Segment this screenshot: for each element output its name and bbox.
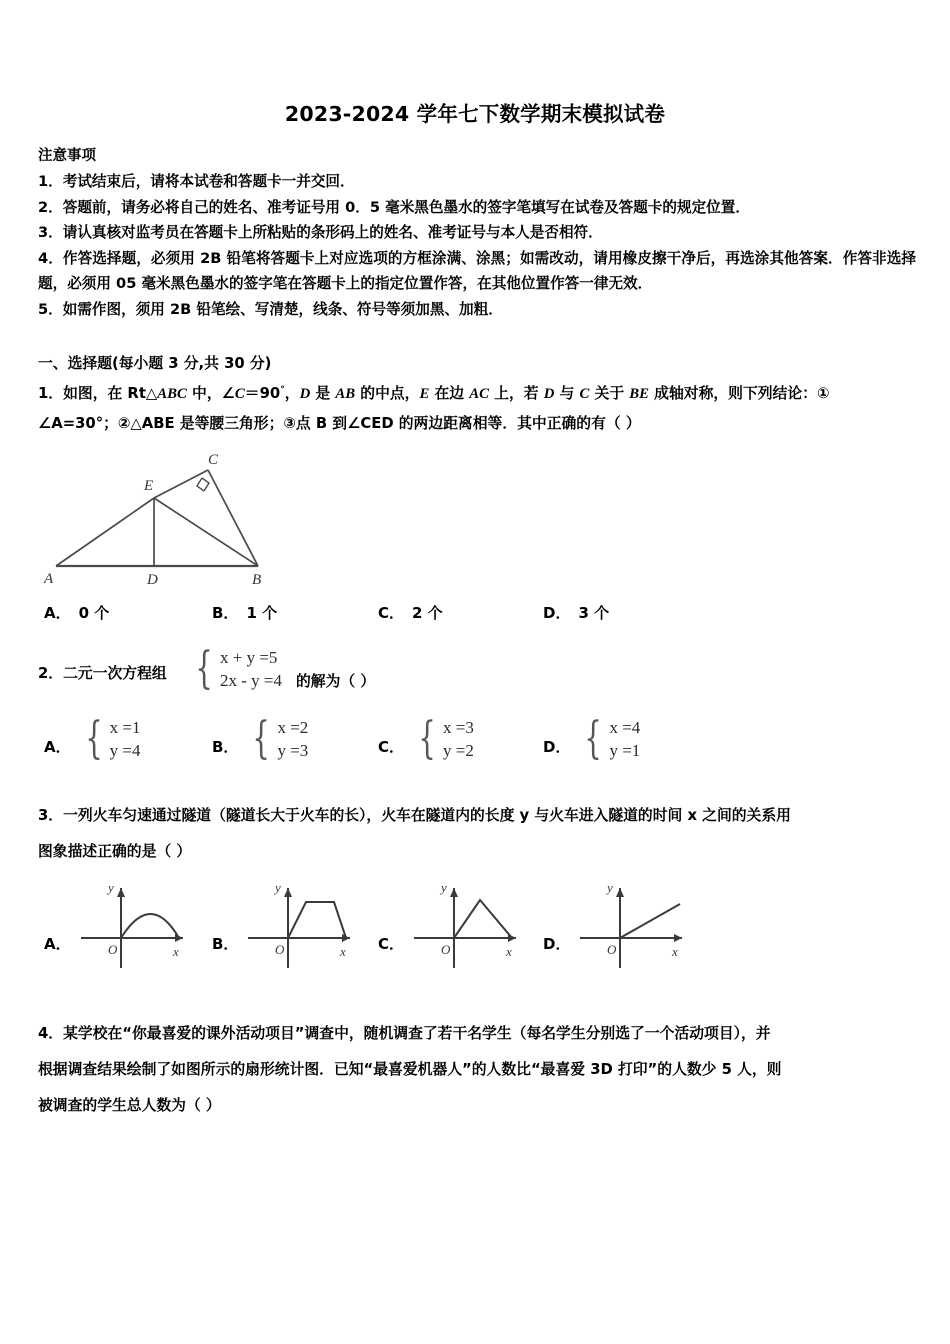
- q1-seg: 关于: [589, 384, 630, 402]
- left-brace: {: [418, 712, 436, 764]
- q2-equation-system: [190, 642, 282, 694]
- q1-seg: 中，∠: [186, 384, 235, 402]
- q1-seg: BE: [629, 385, 650, 402]
- y-axis-label: y: [107, 880, 114, 895]
- q3-option-d[interactable]: D． O x y: [543, 876, 694, 972]
- q1-seg: 在边: [429, 384, 470, 402]
- q3-graph-d: [574, 876, 694, 972]
- q2-eq2: 2x - y =4: [220, 671, 282, 690]
- q1-seg: AC: [469, 385, 489, 402]
- q3-graph-c: [408, 876, 528, 972]
- question-1-text-line2: ∠A=30°；②△ABE 是等腰三角形；③点 B 到∠CED 的两边距离相等．其中正确的有（ ）: [38, 415, 641, 432]
- q1-seg: E: [419, 385, 430, 402]
- q3-option-a[interactable]: A． O x y: [44, 876, 195, 972]
- svg-text:B: B: [252, 572, 262, 588]
- q1-seg: 的中点，: [355, 384, 420, 402]
- q1-seg: ，: [284, 384, 300, 402]
- svg-text:A: A: [44, 571, 54, 587]
- page-title: 2023-2024 学年七下数学期末模拟试卷: [284, 102, 666, 126]
- left-brace: {: [195, 642, 213, 694]
- q1-option-d[interactable]: D． 3 个: [543, 604, 610, 622]
- x-axis-label: x: [506, 944, 512, 959]
- degree-symbol: °: [280, 384, 285, 395]
- origin-label: O: [107, 942, 117, 957]
- question-4-text-line3: 被调查的学生总人数为（ ）: [38, 1097, 221, 1114]
- q1-seg: C: [579, 385, 590, 402]
- q2-lead: 2．二元一次方程组: [38, 665, 167, 682]
- q1-seg: 是: [310, 384, 336, 402]
- q1-seg: ＝90: [244, 384, 281, 402]
- q3-graph-b: [242, 876, 362, 972]
- question-4-text-line2: 根据调查结果绘制了如图所示的扇形统计图．已知“最喜爱机器人”的人数比“最喜爱 3D 打印”的人数少 5 人，则: [38, 1061, 782, 1078]
- question-3-text: [38, 800, 916, 832]
- svg-text:E: E: [144, 478, 154, 494]
- question-3-text-line2: 图象描述正确的是（ ）: [38, 843, 192, 860]
- q1-seg: D: [299, 385, 311, 402]
- y-axis-label: y: [275, 880, 282, 895]
- q1-seg: AB: [335, 385, 356, 402]
- question-3-options: [38, 876, 928, 976]
- q3-graph-a: [75, 876, 195, 972]
- y-axis-label: y: [607, 880, 614, 895]
- q1-option-b[interactable]: B． 1 个: [212, 604, 278, 622]
- q1-seg: D: [543, 385, 555, 402]
- q3-option-c[interactable]: C． O x y: [378, 876, 528, 972]
- notice-block: [38, 144, 916, 322]
- q1-seg: 成轴对称，则下列结论：①: [649, 384, 830, 402]
- question-4-text: [38, 1018, 916, 1050]
- q3-option-b[interactable]: B． O x y: [212, 876, 362, 972]
- q1-seg: △: [145, 384, 158, 402]
- x-axis-label: x: [340, 944, 347, 959]
- q2-option-b[interactable]: B． { x =2 y =3: [212, 712, 309, 764]
- origin-label: O: [441, 942, 451, 957]
- q2-option-d[interactable]: D． { x =4 y =1: [543, 712, 641, 764]
- question-1-figure: [36, 448, 296, 588]
- q4-line1: 某学校在“你最喜爱的课外活动项目”调查中，随机调查了若干名学生（每名学生分别选了一个活动项目），并: [63, 1025, 771, 1042]
- left-brace: {: [252, 712, 271, 764]
- q2-option-d-system: { x =4 y =1: [584, 712, 641, 764]
- q1-seg: C: [234, 385, 245, 402]
- q1-seg: 如图，在 Rt: [63, 384, 146, 402]
- q2-option-c-system: { x =3 y =2: [418, 712, 474, 764]
- question-2-options: [38, 712, 916, 776]
- origin-label: O: [275, 942, 285, 957]
- question-1-options: [38, 602, 916, 628]
- notice-heading: 注意事项: [38, 148, 96, 164]
- q3-number: 3．: [38, 807, 64, 824]
- origin-label: O: [607, 942, 617, 957]
- q1-seg: ABC: [157, 385, 187, 402]
- y-axis-label: y: [441, 880, 447, 895]
- q3-line1: 一列火车匀速通过隧道（隧道长大于火车的长），火车在隧道内的长度 y 与火车进入隧道的时间 x 之间的关系用: [63, 807, 791, 824]
- x-axis-label: x: [172, 944, 179, 959]
- svg-text:C: C: [208, 452, 219, 468]
- q2-option-c[interactable]: C． { x =3 y =2: [378, 712, 474, 764]
- notice-item: 1．考试结束后，请将本试卷和答题卡一并交回．: [38, 173, 355, 190]
- q1-option-a[interactable]: A． 0 个: [44, 604, 110, 622]
- q2-option-b-system: { x =2 y =3: [252, 712, 309, 764]
- notice-item: 5．如需作图，须用 2B 铅笔绘、写清楚，线条、符号等须加黑、加粗．: [38, 300, 503, 318]
- left-brace: {: [84, 712, 103, 764]
- q1-option-c[interactable]: C． 2 个: [378, 604, 443, 622]
- svg-text:D: D: [147, 572, 158, 588]
- q2-option-a-system: { x =1 y =4: [84, 712, 141, 764]
- notice-item: 2．答题前，请务必将自己的姓名、准考证号用 0．5 毫米黑色墨水的签字笔填写在试卷及答题卡的规定位置．: [38, 198, 750, 216]
- q2-eq1: x + y =5: [220, 648, 278, 667]
- notice-item: 4．作答选择题，必须用 2B 铅笔将答题卡上对应选项的方框涂满、涂黑；如需改动，请用橡皮擦干净后，再选涂其他答案．作答非选择题，必须用 05 毫米黑色墨水的签字笔在答题卡上的指定位置作答，在其他位置作答一律无效．: [38, 249, 916, 292]
- q2-option-a[interactable]: A． { x =1 y =4: [44, 712, 141, 764]
- q4-number: 4．: [38, 1025, 64, 1042]
- q2-tail: 的解为（ ）: [296, 673, 376, 690]
- section-header-choice: 一、选择题(每小题 3 分,共 30 分): [38, 355, 272, 372]
- x-axis-label: x: [672, 944, 679, 959]
- q1-number: 1．: [38, 384, 64, 402]
- left-brace: {: [584, 712, 603, 764]
- question-1-text: [38, 374, 916, 410]
- q1-seg: 与: [554, 384, 580, 402]
- notice-item: 3．请认真核对监考员在答题卡上所粘贴的条形码上的姓名、准考证号与本人是否相符．: [38, 224, 603, 241]
- q1-seg: 上，若: [489, 384, 544, 402]
